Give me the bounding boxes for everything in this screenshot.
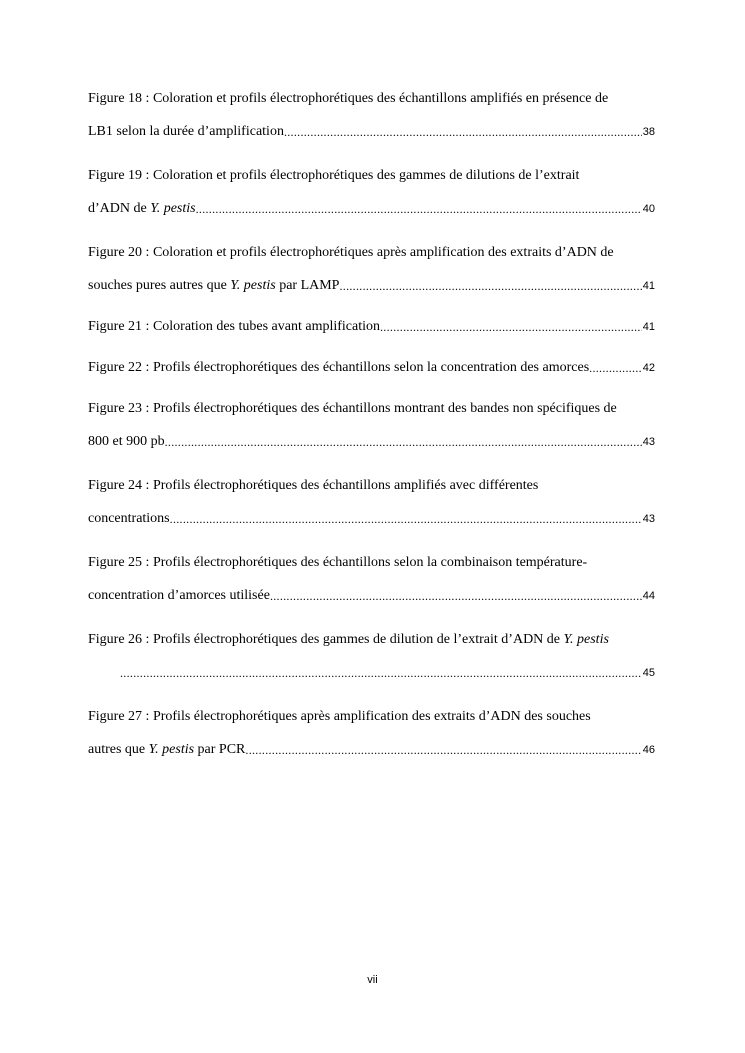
dot-leader: [165, 435, 642, 449]
toc-page-number: 41: [642, 280, 655, 292]
dot-leader: [120, 666, 642, 680]
toc-entry-title: Figure 26 : Profils électrophorétiques des gammes de dilution de l’extrait d’ADN de Y. pestis: [88, 632, 609, 647]
species-name: Y. pestis: [150, 201, 196, 216]
toc-entry-figure-25[interactable]: [88, 552, 655, 607]
toc-page-number: 45: [642, 667, 655, 679]
species-name: Y. pestis: [230, 278, 276, 293]
toc-page-number: 42: [642, 362, 655, 374]
toc-entry-figure-26[interactable]: [88, 629, 655, 684]
toc-entry-title-cont: concentrations: [88, 511, 170, 526]
species-name: Y. pestis: [148, 742, 195, 757]
toc-entry-title: Figure 24 : Profils électrophorétiques des échantillons amplifiés avec différentes: [88, 478, 539, 493]
toc-entry-title: Figure 19 : Coloration et profils électrophorétiques des gammes de dilutions de l’extrait: [88, 168, 580, 183]
toc-page-number: 40: [642, 203, 655, 215]
toc-page-number: 44: [642, 590, 655, 602]
dot-leader: [170, 512, 642, 526]
toc-page-number: 43: [642, 436, 655, 448]
toc-entry-title: Figure 20 : Coloration et profils électrophorétiques après amplification des extraits d’ADN de: [88, 245, 614, 260]
toc-entry-figure-24[interactable]: [88, 475, 655, 530]
toc-entry-figure-22[interactable]: [88, 357, 655, 379]
toc-entry-title-cont: autres que Y. pestis par PCR: [88, 742, 246, 757]
toc-entry-title: Figure 25 : Profils électrophorétiques des échantillons selon la combinaison température-: [88, 555, 588, 570]
toc-entry-title-cont: LB1 selon la durée d’amplification: [88, 124, 284, 139]
toc-entry-title-cont: concentration d’amorces utilisée: [88, 588, 270, 603]
species-name: Y. pestis: [563, 632, 609, 647]
toc-entry-title: Figure 18 : Coloration et profils électrophorétiques des échantillons amplifiés en présence de: [88, 91, 609, 106]
toc-entry-figure-20[interactable]: [88, 242, 655, 297]
dot-leader: [339, 279, 641, 293]
toc-entry-figure-21[interactable]: [88, 316, 655, 338]
dot-leader: [380, 320, 642, 334]
dot-leader: [284, 125, 642, 139]
toc-page-number: 38: [642, 126, 655, 138]
toc-entry-title: Figure 27 : Profils électrophorétiques après amplification des extraits d’ADN des souches: [88, 709, 591, 724]
toc-entry-title-cont: souches pures autres que Y. pestis par LAMP: [88, 278, 340, 293]
dot-leader: [589, 361, 642, 375]
toc-entry-figure-27[interactable]: [88, 706, 655, 761]
toc-entry-title: Figure 22 : Profils électrophorétiques des échantillons selon la concentration des amorces: [88, 360, 590, 375]
list-of-figures: [88, 88, 655, 761]
dot-leader: [270, 589, 642, 603]
page-footer-number: vii: [367, 974, 378, 986]
toc-entry-title: Figure 21 : Coloration des tubes avant amplification: [88, 319, 380, 334]
toc-entry-figure-19[interactable]: [88, 165, 655, 220]
toc-entry-title: Figure 23 : Profils électrophorétiques des échantillons montrant des bandes non spécifiques de: [88, 401, 617, 416]
toc-page-number: 43: [642, 513, 655, 525]
toc-page-number: 41: [642, 321, 655, 333]
toc-page-number: 46: [642, 744, 655, 756]
toc-entry-title-cont: d’ADN de Y. pestis: [88, 201, 196, 216]
dot-leader: [196, 202, 642, 216]
toc-entry-figure-18[interactable]: [88, 88, 655, 143]
toc-entry-title-cont: 800 et 900 pb: [88, 434, 165, 449]
toc-entry-figure-23[interactable]: [88, 398, 655, 453]
dot-leader: [245, 743, 641, 757]
